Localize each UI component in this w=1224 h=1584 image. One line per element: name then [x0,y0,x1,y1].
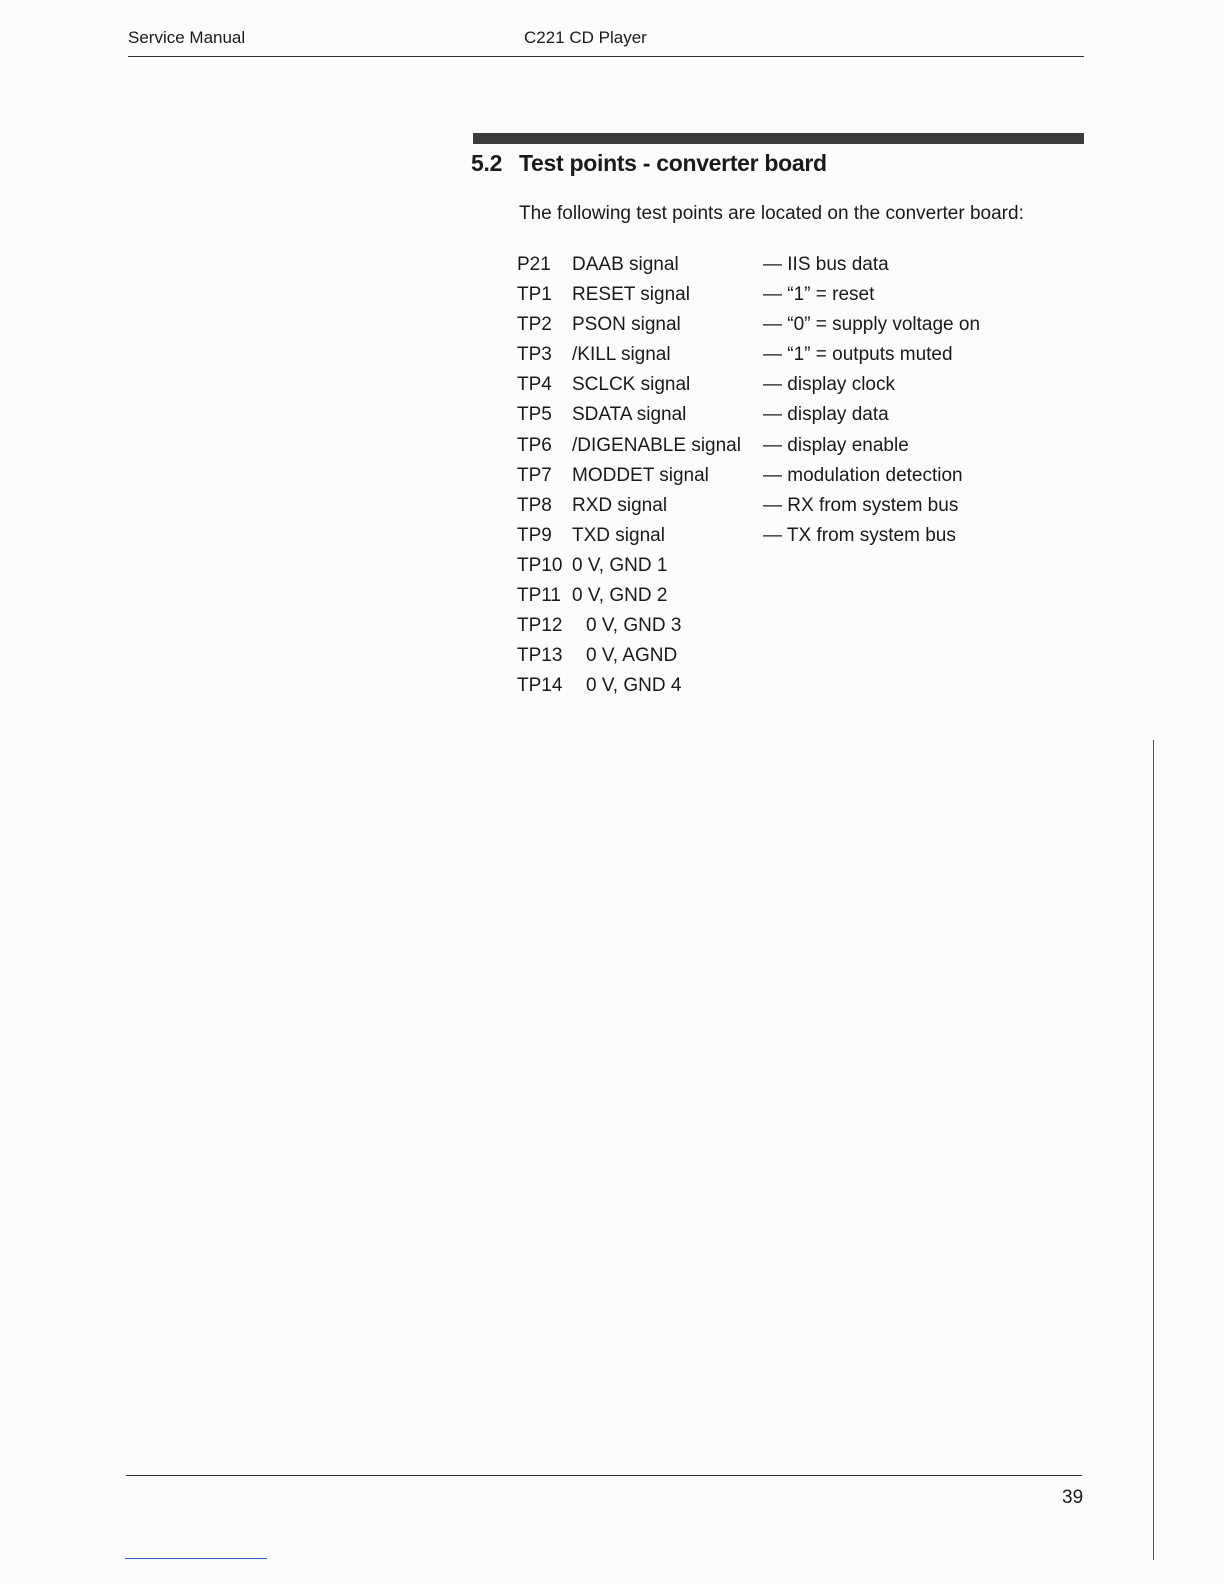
test-point-signal: 0 V, GND 2 [572,585,668,607]
footer-divider [126,1475,1082,1476]
test-point-description: — modulation detection [763,464,963,486]
intro-paragraph: The following test points are located on the converter board: [519,203,1024,224]
test-point-signal: /KILL signal [572,344,671,366]
test-point-signal: TXD signal [572,524,665,546]
test-point-signal: MODDET signal [572,464,709,486]
test-point-signal: SCLCK signal [572,374,691,396]
test-point-id: P21 [517,254,551,275]
test-point-row [517,461,1077,491]
test-point-signal: RXD signal [572,494,668,516]
test-point-description: — display enable [763,434,909,456]
test-point-id: TP9 [517,524,552,546]
test-point-signal: SDATA signal [572,404,687,426]
section-heading [471,150,827,177]
header-document-type: Service Manual [128,28,246,47]
bottom-rule [125,1558,267,1559]
section-title: Test points - converter board [519,150,827,176]
test-point-description: — IIS bus data [763,254,889,275]
test-point-description: — TX from system bus [763,524,956,546]
test-point-id: TP3 [517,344,552,366]
test-point-id: TP1 [517,284,552,306]
test-point-row [517,671,1077,701]
page-header [128,28,1084,57]
header-product-name: C221 CD Player [524,28,647,47]
test-point-description: — “1” = reset [763,284,875,306]
test-point-description: — display clock [763,374,895,396]
test-point-list [517,250,1077,701]
test-point-signal: 0 V, GND 1 [572,554,668,576]
section-number: 5.2 [471,150,503,176]
test-point-id: TP14 [517,675,563,697]
test-point-row [517,310,1077,340]
test-point-row [517,370,1077,400]
test-point-signal: 0 V, GND 4 [586,675,682,697]
test-point-description: — display data [763,404,889,426]
test-point-signal: DAAB signal [572,254,679,275]
test-point-row [517,400,1077,430]
test-point-signal: PSON signal [572,314,681,336]
test-point-id: TP10 [517,554,563,576]
test-point-id: TP2 [517,314,552,336]
test-point-row [517,641,1077,671]
test-point-description: — “1” = outputs muted [763,344,953,366]
test-point-signal: 0 V, GND 3 [586,615,682,637]
test-point-id: TP13 [517,645,563,667]
test-point-row [517,280,1077,310]
test-point-row [517,340,1077,370]
test-point-row [517,581,1077,611]
test-point-row [517,491,1077,521]
test-point-row [517,611,1077,641]
test-point-row [517,431,1077,461]
test-point-description: — RX from system bus [763,494,959,516]
test-point-id: TP11 [517,585,562,607]
test-point-id: TP7 [517,464,552,486]
test-point-signal: /DIGENABLE signal [572,434,741,456]
test-point-description: — “0” = supply voltage on [763,314,981,336]
test-point-signal: RESET signal [572,284,690,306]
section-divider-bar [473,133,1084,144]
test-point-signal: 0 V, AGND [586,645,678,667]
scan-edge-line [1153,740,1154,1560]
test-point-id: TP6 [517,434,552,456]
page-number: 39 [1062,1487,1084,1508]
test-point-row [517,250,1077,280]
test-point-row [517,521,1077,551]
test-point-id: TP4 [517,374,552,396]
test-point-id: TP8 [517,494,552,516]
test-point-row [517,551,1077,581]
test-point-id: TP12 [517,615,563,637]
test-point-id: TP5 [517,404,552,426]
